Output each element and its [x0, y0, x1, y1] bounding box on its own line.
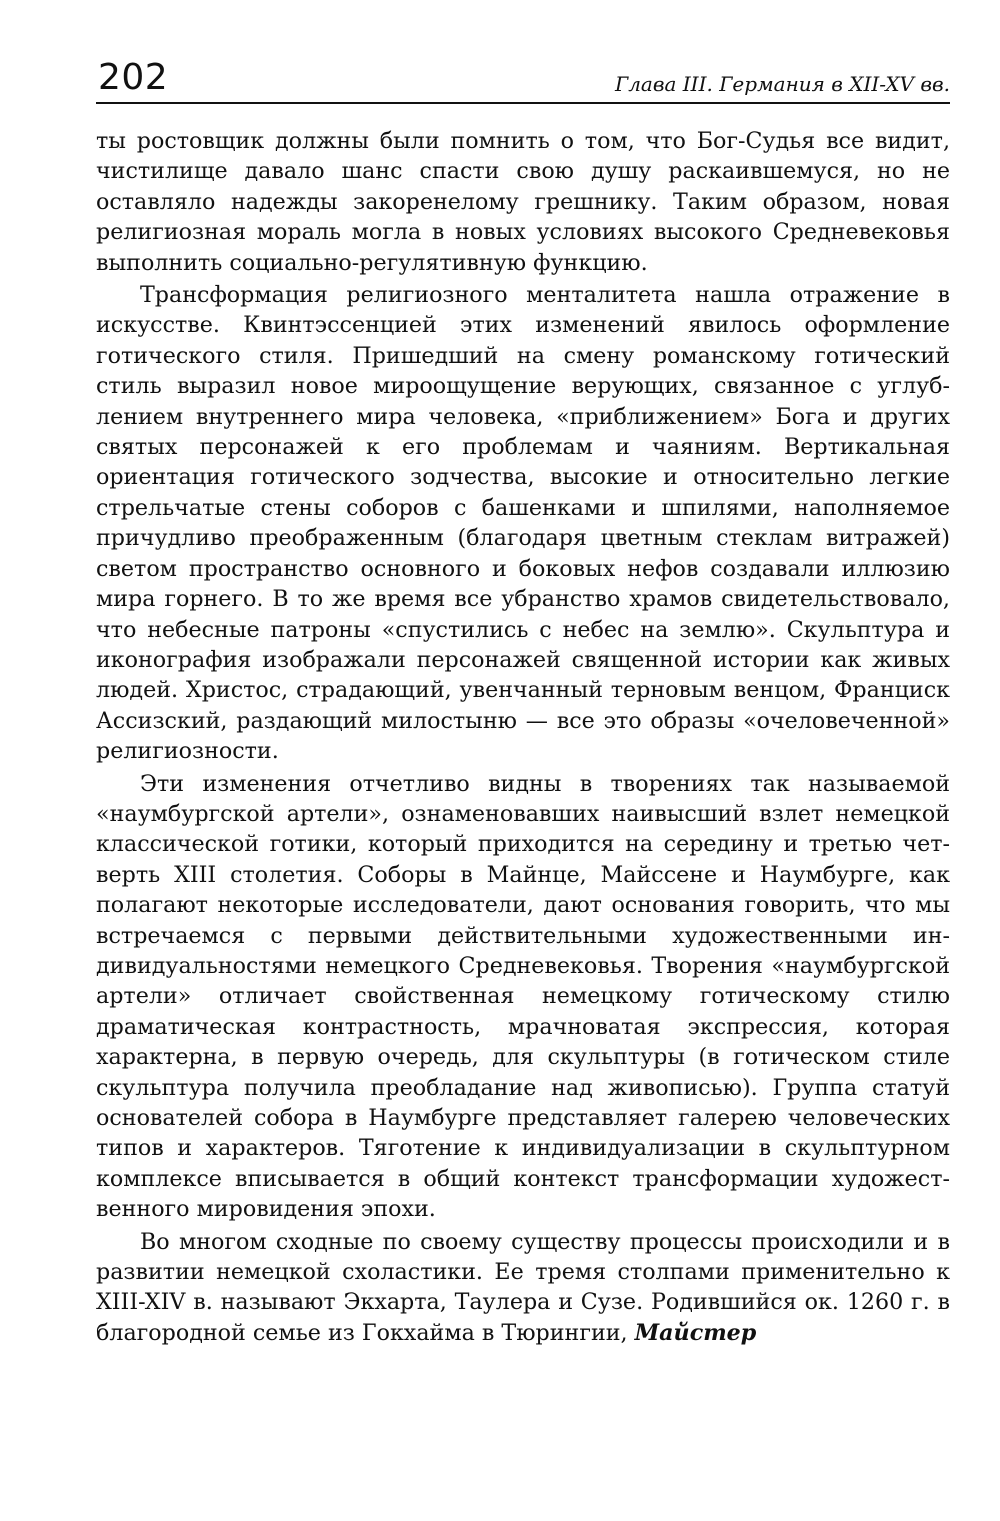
paragraph-3: [96, 769, 950, 1225]
emphasized-name: Майстер: [634, 1319, 757, 1346]
paragraph-1: [96, 126, 950, 278]
page-body: [96, 126, 950, 1348]
page-number: 202: [98, 57, 169, 98]
paragraph-text: Во многом сходные по своему существу процессы происходили и в развитии немецкой схоластики. Ее тремя столпами применительно к XIII-XIV в. называют Экхарта, Таулера и Сузе. Родившийся ок. 1260 г. в благородной семье из Гокхайма в Тюрингии,: [96, 1228, 950, 1346]
paragraph-text: ты ростовщик должны были помнить о том, что Бог-Судья все видит, чистилище давало шанс спасти свою душу раскаившемуся, но не оставляло надежды закоренелому грешнику. Таким образом, новая религиозная мораль могла в новых условиях высокого Средневековья выполнить социально-регулятивную функцию.: [96, 128, 950, 276]
running-head: Глава III. Германия в XII-XV вв.: [614, 72, 950, 96]
paragraph-text: Трансформация религиозного менталитета нашла отражение в искусстве. Квинтэссенцией этих изменений явилось оформление готического стиля. Пришедший на смену романскому готический стиль выразил новое мироощущение верующих, связанное с углублением внутреннего мира человека, «приближением» Бога и других святых персонажей к его проблемам и чаяниям. Вертикальная ориентация готического зодчества, высокие и относительно легкие стрельчатые стены соборов с башенками и шпилями, наполняемое причудливо преображенным (благодаря цветным стеклам витражей) светом пространство основного и боковых нефов создавали иллюзию мира горнего. В то же время все убранство храмов свидетельствовало, что небесные патроны «спустились с небес на землю». Скульптура и иконография изображали персонажей священной истории как живых людей. Христос, страдающий, увенчанный терновым венцом, Франциск Ассизский, раздающий милостыню — все это образы «очеловеченной» религиозности.: [96, 282, 950, 765]
paragraph-text: Эти изменения отчетливо видны в творениях так называемой «наумбургской артели», ознаменовавших наивысший взлет немецкой классической готики, который приходится на середину и третью четверть XIII столетия. Соборы в Майнце, Майссене и Наумбурге, как полагают некоторые исследователи, дают основания говорить, что мы встречаемся с первыми действительными художественными индивидуальностями немецкого Средневековья. Творения «наумбургской артели» отличает свойственная немецкому готическому стилю драматическая контрастность, мрачноватая экспрессия, которая характерна, в первую очередь, для скульптуры (в готическом стиле скульптура получила преобладание над живописью). Группа статуй основателей собора в Наумбурге представляет галерею человеческих типов и характеров. Тяготение к индивидуализации в скульптурном комплексе вписывается в общий контекст трансформации художественного мировидения эпохи.: [96, 770, 950, 1223]
page-header: [96, 52, 950, 104]
paragraph-2: [96, 280, 950, 767]
paragraph-4: [96, 1227, 950, 1349]
